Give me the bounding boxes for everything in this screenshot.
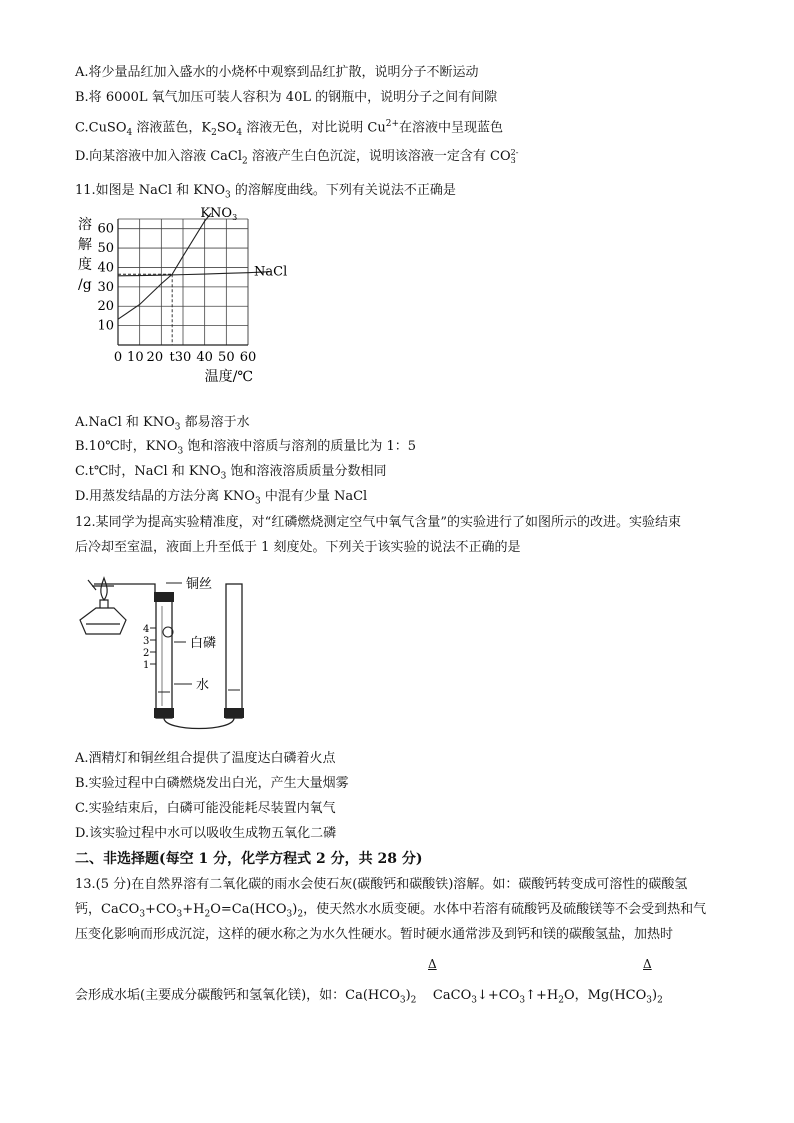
text: B.实验过程中白磷燃烧发出白光，产生大量烟雾	[75, 776, 349, 791]
text: 的溶解度曲线。下列有关说法不正确是	[230, 183, 456, 198]
rubber-tube	[164, 718, 234, 729]
series-label-nacl: NaCl	[254, 264, 288, 280]
text: 钙，CaCO	[75, 902, 140, 917]
subscript: 2	[204, 909, 211, 920]
text: D.用蒸发结晶的方法分离 KNO	[75, 489, 255, 504]
y-axis-label-char: /g	[78, 277, 92, 293]
q13-line3	[75, 926, 673, 944]
q12-option-b	[75, 775, 349, 793]
subscript: 2	[211, 127, 217, 138]
text: 12.某同学为提高实验精准度，对“红磷燃烧测定空气中氧气含量”的实验进行了如图所示的改进。实验结束	[75, 515, 681, 530]
subscript: 3	[174, 422, 181, 433]
text: 压变化影响而形成沉淀，这样的硬水称之为水久性硬水。暂时硬水通常涉及到钙和镁的碳酸氢盐，加热时	[75, 927, 674, 942]
x-tick-label: 60	[239, 350, 257, 365]
text: 饱和溶液中溶质与溶剂的质量比为 1：5	[183, 439, 417, 454]
subscript: 3	[139, 909, 146, 920]
solubility-chart	[70, 205, 310, 405]
text: A.酒精灯和铜丝组合提供了温度达白磷着火点	[75, 751, 336, 766]
subscript: 4	[126, 127, 133, 138]
text: ↑+H	[525, 988, 559, 1003]
q10-option-a	[75, 64, 479, 82]
subscript: 3	[254, 496, 261, 507]
text: 中混有少量 NaCl	[260, 489, 368, 504]
scale-2: 2	[143, 648, 150, 659]
text: C.t℃时，NaCl 和 KNO	[75, 464, 221, 479]
text: )	[652, 988, 658, 1003]
y-tick-label: 50	[97, 241, 114, 257]
x-tick-label: 10	[127, 350, 144, 365]
y-tick-label: 30	[97, 279, 114, 295]
phosphorus-label: 白磷	[190, 636, 217, 651]
text: 11.如图是 NaCl 和 KNO	[75, 183, 226, 198]
text: O，Mg(HCO	[563, 988, 647, 1003]
q11-option-a	[75, 414, 250, 437]
q11-option-b	[75, 438, 416, 461]
text: 13.(5 分)在自然界溶有二氧化碳的雨水会使石灰(碳酸钙和碳酸铁)溶解。如：碳酸钙转变成可溶性的碳酸氢	[75, 877, 688, 892]
carbonate-ion: CO	[490, 149, 511, 164]
q12-stem-line1	[75, 514, 681, 532]
text: )	[292, 902, 298, 917]
subscript: 3	[471, 995, 477, 1006]
q13-line4	[75, 987, 663, 1010]
text: ，使天然水水质变硬。水体中若溶有硫酸钙及硫酸镁等不会受到热和气	[303, 902, 707, 917]
subscript: 3	[220, 471, 227, 482]
series-label-kno3: $KNO_3$	[200, 206, 238, 222]
water-label: 水	[196, 678, 210, 693]
text: +H	[182, 902, 205, 917]
text: CaCO	[416, 988, 472, 1003]
text: D.该实验过程中水可以吸收生成物五氧化二磷	[75, 826, 337, 841]
subscript: 3	[176, 909, 183, 920]
subscript: 3	[225, 190, 231, 201]
alcohol-lamp-icon	[80, 578, 126, 634]
q10-option-b-text: B.将 6000L 氧气加压可装人容积为 40L 的钢瓶中，说明分子之间有间隙	[75, 90, 498, 105]
series-label-kno3-sub: 3	[232, 213, 238, 222]
subscript: 3	[510, 155, 516, 165]
subscript: 2	[657, 995, 663, 1006]
text: 都易溶于水	[180, 415, 250, 430]
superscript: 2+	[385, 119, 400, 129]
right-tube	[224, 584, 244, 718]
q10-option-b	[75, 89, 497, 107]
q11-option-c	[75, 463, 387, 486]
x-tick-label: 20	[146, 350, 164, 365]
text: 会形成水垢(主要成分碳酸钙和氢氧化镁)，如：Ca(HCO	[75, 988, 400, 1003]
q12-option-d	[75, 825, 336, 843]
y-tick-label: 40	[97, 260, 114, 276]
wire-label: 铜丝	[186, 577, 213, 592]
subscript: 2	[558, 995, 564, 1006]
q10-option-d	[75, 148, 518, 171]
superscript: 2-	[510, 147, 519, 157]
y-tick-label: 10	[97, 318, 114, 334]
y-tick-label: 60	[97, 221, 114, 237]
heating-symbol-1: Δ	[428, 957, 437, 971]
y-axis-label-char: 溶	[78, 217, 92, 233]
q10-option-c	[75, 115, 503, 142]
subscript: 3	[519, 995, 526, 1006]
apparatus-figure	[70, 572, 270, 732]
scale-4: 4	[143, 624, 150, 635]
text: 二、非选择题(每空 1 分，化学方程式 2 分，共 28 分)	[75, 851, 423, 867]
text: 溶液无色，对比说明 Cu	[242, 120, 386, 136]
text: 饱和溶液溶质质量分数相同	[226, 464, 387, 479]
chart-grid	[118, 219, 248, 345]
q12-stem-line2	[75, 539, 521, 557]
x-tick-label: 30	[174, 350, 192, 365]
text: B.10℃时，KNO	[75, 439, 178, 454]
text: A.NaCl 和 KNO	[75, 415, 175, 430]
text: C.实验结束后，白磷可能没能耗尽装置内氧气	[75, 801, 336, 816]
x-tick-label: t	[169, 350, 175, 365]
q11-option-d	[75, 488, 367, 511]
text: +CO	[145, 902, 177, 917]
y-tick-label: 20	[97, 299, 114, 315]
series-nacl	[118, 272, 270, 276]
q11-stem	[75, 182, 456, 205]
subscript: 3	[646, 995, 653, 1006]
left-tube	[154, 592, 174, 718]
text: )	[405, 988, 411, 1003]
subscript: 2	[297, 909, 304, 920]
x-tick-label: 40	[196, 350, 213, 365]
q13-line1	[75, 876, 687, 894]
text: ↓+CO	[476, 988, 520, 1003]
q10-option-a-text: A.将少量品红加入盛水的小烧杯中观察到品红扩散，说明分子不断运动	[75, 65, 479, 80]
text: D.向某溶液中加入溶液 CaCl	[75, 149, 243, 164]
tube-scale	[150, 628, 156, 664]
text: O=Ca(HCO	[210, 902, 287, 917]
q12-option-a	[75, 750, 336, 768]
subscript: 2	[410, 995, 417, 1006]
heating-symbol-2: Δ	[643, 957, 652, 971]
y-axis-label-char: 解	[78, 237, 92, 253]
ion-charge	[511, 149, 519, 165]
subscript: 3	[286, 909, 293, 920]
x-tick-label: 0	[113, 350, 123, 365]
y-axis-label-char: 度	[78, 257, 92, 273]
section-heading	[75, 850, 422, 868]
subscript: 3	[399, 995, 406, 1006]
q13-line2	[75, 901, 706, 924]
scale-3: 3	[143, 636, 150, 647]
subscript: 3	[177, 446, 184, 457]
text: 溶液产生白色沉淀，说明该溶液一定含有	[247, 149, 491, 164]
text: 在溶液中呈现蓝色	[399, 120, 504, 136]
text: C.CuSO	[75, 120, 127, 136]
text: SO	[216, 120, 237, 136]
q12-option-c	[75, 800, 336, 818]
subscript: 2	[242, 156, 248, 167]
subscript: 4	[236, 127, 243, 138]
text: 后冷却至室温，液面上升至低于 1 刻度处。下列关于该实验的说法不正确的是	[75, 540, 521, 555]
text: 溶液蓝色，K	[132, 120, 212, 136]
x-axis-label: 温度/℃	[204, 369, 254, 385]
scale-1: 1	[143, 660, 150, 671]
x-tick-label: 50	[218, 350, 235, 365]
